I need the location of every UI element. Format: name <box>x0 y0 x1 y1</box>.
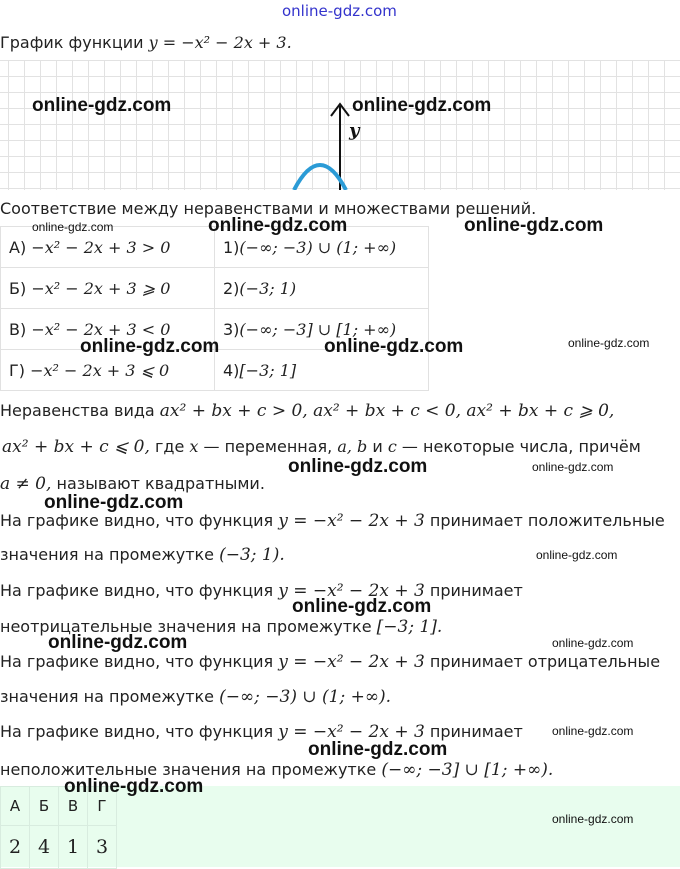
watermark: online-gdz.com <box>208 215 348 236</box>
function-graph <box>0 60 680 190</box>
watermark: online-gdz.com <box>552 636 634 650</box>
explanation-2-line-1: На графике видно, что функция y = −x² − 2x + 3 принимает <box>0 581 523 601</box>
y-axis-label: y <box>349 120 360 141</box>
definition-line-2: ax² + bx + c ⩽ 0, где x — переменная, a, b и c — некоторые числа, причём <box>2 437 641 457</box>
watermark: online-gdz.com <box>32 220 114 234</box>
answer-value-cell: 2 <box>1 826 30 869</box>
inequality-cell: Г) −x² − 2x + 3 ⩽ 0 <box>1 350 215 391</box>
explanation-2-line-2: неотрицательные значения на промежутке [−3; 1]. <box>0 617 443 637</box>
solution-cell: 2)(−3; 1) <box>215 268 429 309</box>
answer-value-cell: 3 <box>88 826 117 869</box>
watermark: online-gdz.com <box>536 548 618 562</box>
definition-line-1: Неравенства вида ax² + bx + c > 0, ax² + bx + c < 0, ax² + bx + c ⩾ 0, <box>0 401 615 421</box>
answer-panel <box>0 786 680 867</box>
answer-value-cell: 4 <box>30 826 59 869</box>
definition-line-3: a ≠ 0, называют квадратными. <box>0 474 265 494</box>
answer-header-cell: Б <box>30 787 59 826</box>
explanation-4-line-2: неположительные значения на промежутке (−∞; −3] ∪ [1; +∞). <box>0 760 554 780</box>
answer-value-row <box>1 826 117 869</box>
watermark: online-gdz.com <box>568 336 650 350</box>
inequality-cell: Б) −x² − 2x + 3 ⩾ 0 <box>1 268 215 309</box>
watermark: online-gdz.com <box>552 812 634 826</box>
inequality-cell: А) −x² − 2x + 3 > 0 <box>1 227 215 268</box>
inequality-cell: В) −x² − 2x + 3 < 0 <box>1 309 215 350</box>
watermark: online-gdz.com <box>44 492 184 513</box>
answer-value-cell: 1 <box>59 826 88 869</box>
solution-cell: 3)(−∞; −3] ∪ [1; +∞) <box>215 309 429 350</box>
watermark: online-gdz.com <box>288 456 428 477</box>
solution-cell: 4)[−3; 1] <box>215 350 429 391</box>
matching-title: Соответствие между неравенствами и множествами решений. <box>0 199 537 218</box>
watermark: online-gdz.com <box>464 215 604 236</box>
watermark: online-gdz.com <box>532 460 614 474</box>
watermark: online-gdz.com <box>552 724 634 738</box>
watermark: online-gdz.com <box>80 336 220 357</box>
watermark: online-gdz.com <box>308 739 448 760</box>
explanation-4-line-1: На графике видно, что функция y = −x² − 2x + 3 принимает <box>0 722 523 742</box>
solution-cell: 1)(−∞; −3) ∪ (1; +∞) <box>215 227 429 268</box>
parabola-curve <box>294 165 346 190</box>
answer-header-cell: А <box>1 787 30 826</box>
answer-header-cell: Г <box>88 787 117 826</box>
matching-table <box>0 226 429 391</box>
graph-svg <box>0 60 680 190</box>
explanation-3-line-1: На графике видно, что функция y = −x² − 2x + 3 принимает отрицательные <box>0 652 661 672</box>
watermark: online-gdz.com <box>32 95 172 116</box>
graph-title <box>0 33 292 52</box>
graph-title-formula: y = −x² − 2x + 3. <box>148 33 292 52</box>
answer-table <box>0 786 117 869</box>
explanation-1-line-1: На графике видно, что функция y = −x² − 2x + 3 принимает положительные <box>0 511 665 531</box>
watermark: online-gdz.com <box>352 95 492 116</box>
watermark: online-gdz.com <box>48 632 188 653</box>
answer-header-cell: В <box>59 787 88 826</box>
explanation-1-line-2: значения на промежутке (−3; 1). <box>0 545 285 565</box>
site-link[interactable]: online-gdz.com <box>282 2 397 20</box>
graph-title-text: График функции <box>0 33 149 52</box>
watermark: online-gdz.com <box>292 596 432 617</box>
table-row <box>1 268 429 309</box>
explanation-3-line-2: значения на промежутке (−∞; −3) ∪ (1; +∞). <box>0 687 392 707</box>
watermark: online-gdz.com <box>64 776 204 797</box>
watermark: online-gdz.com <box>324 336 464 357</box>
